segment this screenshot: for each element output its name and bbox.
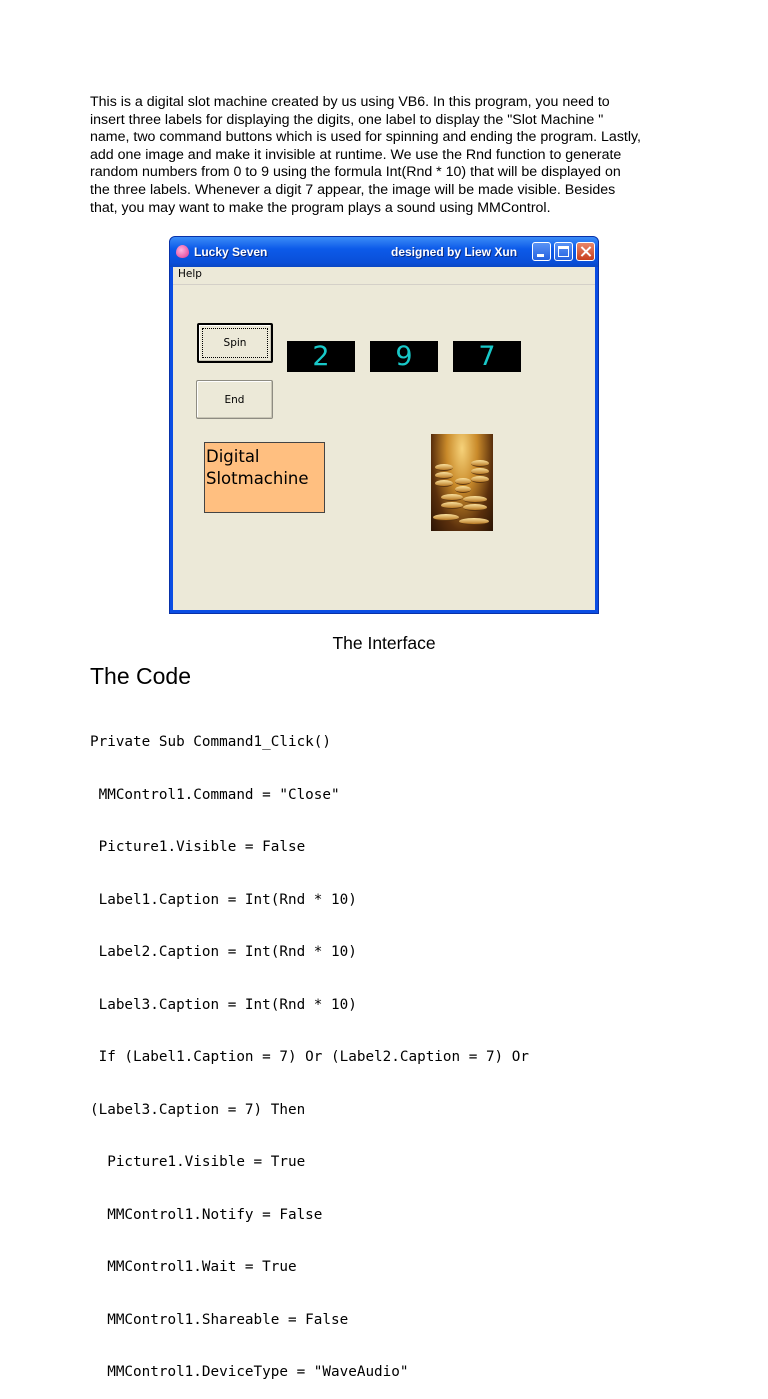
minimize-icon — [532, 242, 551, 261]
code-line: Label3.Caption = Int(Rnd * 10) — [90, 996, 357, 1013]
intro-line: add one image and make it invisible at runtime. We use the Rnd function to generate — [90, 146, 622, 163]
end-button — [196, 380, 273, 419]
coin-shape — [455, 486, 471, 493]
coin-shape — [471, 476, 489, 483]
code-line: MMControl1.Wait = True — [90, 1259, 297, 1275]
intro-line: name, two command buttons which is used for spinning and ending the program. Lastly, — [90, 129, 641, 146]
coin-shape — [459, 518, 489, 525]
menu-bar — [173, 267, 595, 285]
intro-line: This is a digital slot machine created by us using VB6. In this program, you need to — [90, 94, 610, 110]
code-line: Label2.Caption = Int(Rnd * 10) — [90, 944, 357, 960]
code-line: MMControl1.DeviceType = "WaveAudio" — [90, 1364, 409, 1380]
close-icon — [576, 242, 595, 261]
coin-shape — [435, 472, 453, 479]
intro-paragraph — [90, 94, 690, 217]
code-line: Private Sub Command1_Click() — [90, 734, 332, 750]
slot-label-line: Slotmachine — [206, 469, 309, 488]
coin-shape — [471, 468, 489, 475]
code-line: Picture1.Visible = True — [90, 1154, 306, 1170]
maximize-icon — [554, 242, 573, 261]
digit-label-1: 2 — [287, 341, 355, 372]
coin-shape — [455, 478, 471, 485]
code-line: MMControl1.Command = "Close" — [90, 786, 340, 803]
spin-button — [197, 323, 273, 363]
coin-shape — [441, 502, 463, 509]
spin-button-label: Spin — [223, 337, 247, 349]
lucky-seven-window-screenshot — [169, 236, 599, 614]
window-credit: designed by Liew Xun — [391, 245, 518, 259]
coin-shape — [433, 514, 459, 521]
section-heading: The Code — [90, 663, 192, 689]
window-title: Lucky Seven — [194, 245, 268, 259]
slot-label-line: Digital — [206, 447, 260, 466]
coin-shape — [441, 494, 463, 501]
coin-shape — [463, 496, 487, 503]
code-line: MMControl1.Notify = False — [90, 1206, 323, 1223]
focus-rectangle — [202, 328, 268, 358]
digit-label-2: 9 — [370, 341, 438, 372]
coin-shape — [435, 480, 453, 487]
code-line: Label1.Caption = Int(Rnd * 10) — [90, 891, 357, 908]
window-titlebar — [170, 237, 598, 267]
digit-label-3: 7 — [453, 341, 521, 372]
end-button-label: End — [224, 393, 245, 406]
code-line: Picture1.Visible = False — [90, 839, 306, 855]
code-line: If (Label1.Caption = 7) Or (Label2.Caption = 7) Or — [90, 1049, 529, 1065]
intro-line: insert three labels for displaying the digits, one label to display the "Slot Machine " — [90, 111, 604, 128]
coin-shape — [463, 504, 487, 511]
slot-machine-label — [204, 442, 325, 513]
figure-caption: The Interface — [332, 633, 436, 653]
gold-coins-picture — [431, 434, 493, 531]
coin-shape — [471, 460, 489, 467]
intro-line: random numbers from 0 to 9 using the formula Int(Rnd * 10) that will be displayed on — [90, 164, 621, 181]
code-line: MMControl1.Shareable = False — [90, 1311, 349, 1328]
intro-line: the three labels. Whenever a digit 7 appear, the image will be made visible. Besides — [90, 181, 616, 198]
code-line: (Label3.Caption = 7) Then — [90, 1101, 306, 1118]
code-block — [90, 699, 529, 1399]
menu-help: Help — [178, 268, 202, 280]
intro-line: that, you may want to make the program plays a sound using MMControl. — [90, 199, 551, 216]
window-client-area — [173, 267, 595, 610]
coin-shape — [435, 464, 453, 471]
app-icon — [176, 245, 189, 258]
